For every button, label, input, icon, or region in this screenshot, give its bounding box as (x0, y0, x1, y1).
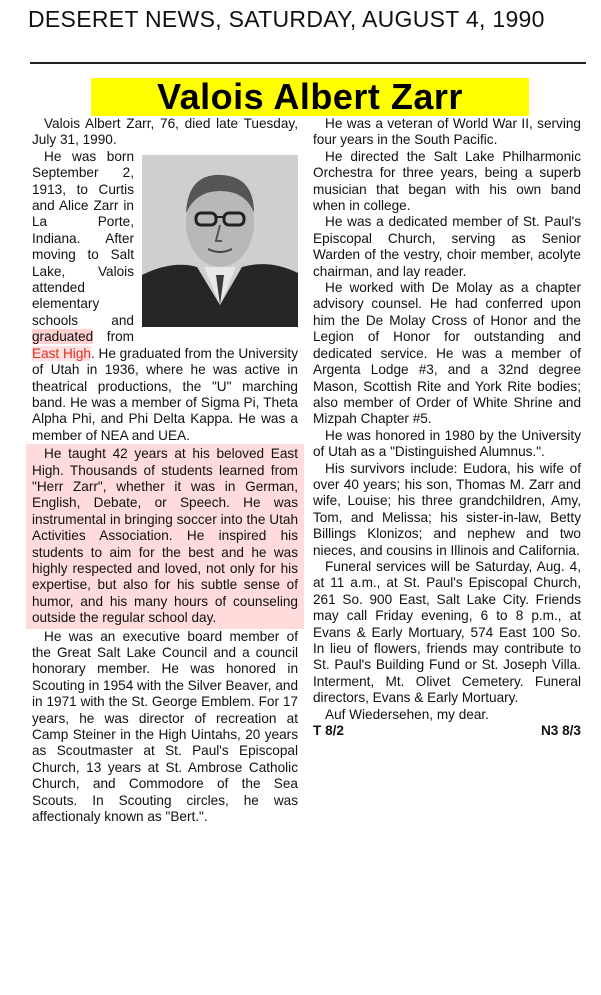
right-paragraph-7: Funeral services will be Saturday, Aug. 4, at 11 a.m., at St. Paul's Episcopal Church, 261 So. 900 East, Salt Lake City. Friends may call Friday evening, 6 to 8 p.m., at Evans & Early Mortuary, 574 East 100 So. In lieu of flowers, friends may contribute to St. Paul's Building Fund or St. Joseph Villa. Interment, Mt. Olivet Cemetery. Funeral directors, Evans & Early Mortuary. (313, 558, 581, 706)
portrait-figure (142, 155, 298, 327)
portrait-photo (142, 155, 298, 327)
masthead-rule (30, 62, 586, 64)
right-paragraph-5: He was honored in 1980 by the University of Utah as a "Distinguished Alumnus.". (313, 427, 581, 460)
right-paragraph-6: His survivors include: Eudora, his wife of over 40 years; his son, Thomas M. Zarr and wife, Louise; his three grandchildren, Amy, Tom, and Melissa; his sister-in-law, Betty Billings Klonizos; and nephew and two nieces, and cousins in Illinois and California. (313, 460, 581, 558)
headline: Valois Albert Zarr (157, 76, 463, 117)
right-paragraph-1: He was a veteran of World War II, serving four years in the South Pacific. (313, 116, 581, 148)
east-high-highlight: East High (32, 345, 91, 361)
left-paragraph-4: He was an executive board member of the Great Salt Lake Council and a council honorary member. He was honored in Scouting in 1954 with the Silver Beaver, and in 1971 with the St. George Emblem. For 17 years, he was director of recreation at Camp Steiner in the High Uintahs, 20 years as Scoutmaster at St. Paul's Episcopal Church, 13 years at St. Ambrose Catholic Church, and Commodore of the Sea Scouts. In Scouting circles, he was affectionaly known as "Bert.". (32, 628, 299, 825)
left-column (32, 116, 298, 825)
right-paragraph-3: He was a dedicated member of St. Paul's Episcopal Church, serving as Senior Warden of the vestry, choir member, acolyte chairman, and lay reader. (313, 214, 581, 279)
left-paragraph-3: He taught 42 years at his beloved East High. Thousands of students learned from "Herr Zarr", whether it was in German, English, Debate, or Speech. He was instrumental in bringing soccer into the Utah Activities Association. He inspired his students to aim for the best and he was highly respected and loved, not only for his expertise, but also for his subtle sense of humor, and his many hours of counseling outside the regular school day. (32, 446, 298, 626)
graduated-highlight: graduated (32, 329, 94, 345)
left-paragraph-1: Valois Albert Zarr, 76, died late Tuesday, July 31, 1990. (32, 116, 298, 148)
left-p2-start: He was born September 2, 1913, to Curtis and Alice Zarr in La Porte, Indiana. After moving to Salt Lake, Valois attended elementary schools and (32, 148, 134, 328)
right-paragraph-2: He directed the Salt Lake Philharmonic Orchestra for three years, being a superb musician that began with his own band when in college. (313, 148, 581, 214)
headline-highlight (91, 78, 529, 116)
right-paragraph-4: He worked with De Molay as a chapter advisory counsel. He had conferred upon him the De Molay Cross of Honor and the Legion of Honor for outstanding and dedicated service. He was a member of Argenta Lodge #3, and a 32nd degree Mason, Scottish Rite and York Rite bodies; also member of Order of White Shrine and Mizpah Chapter #5. (313, 280, 581, 427)
filing-codes (313, 723, 581, 739)
left-p2-mid: from (93, 329, 134, 345)
right-paragraph-8: Auf Wiedersehen, my dear. (325, 706, 489, 722)
filing-code-left: T 8/2 (313, 723, 344, 739)
filing-code-right: N3 8/3 (540, 723, 581, 739)
masthead: DESERET NEWS, SATURDAY, AUGUST 4, 1990 (28, 6, 545, 32)
right-column (313, 116, 581, 739)
highlighted-teaching-block (26, 444, 304, 628)
left-p2-end: . He graduated from the University of Utah in 1936, where he was active in theatrical productions, the "U" marching band. He was a member of Sigma Pi, Theta Alpha Phi, and Phi Delta Kappa. He was a member of NEA and UEA. (32, 345, 298, 443)
